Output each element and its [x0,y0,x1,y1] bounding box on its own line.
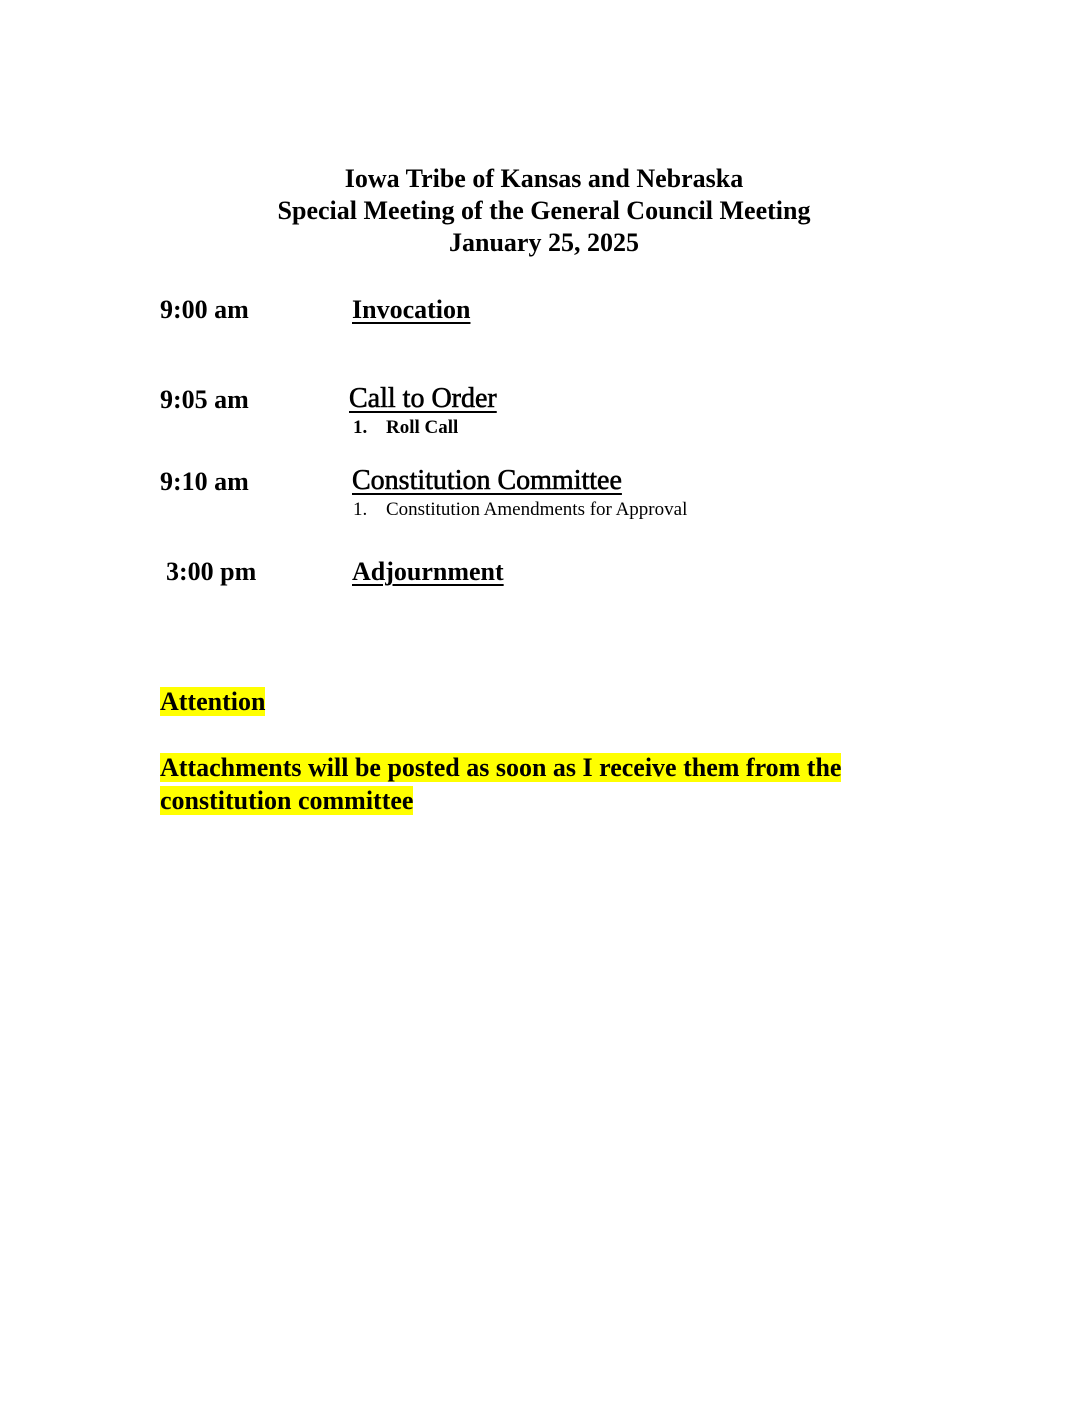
agenda-time-adjournment: 3:00 pm [166,557,257,586]
agenda-title-constitution-committee: Constitution Committee [352,465,622,496]
attention-heading-text: Attention [160,687,266,716]
organization-name: Iowa Tribe of Kansas and Nebraska [344,164,744,193]
sub-item-number: 1. [353,417,368,438]
meeting-date: January 25, 2025 [449,228,639,257]
sub-item-text: Roll Call [386,417,459,438]
agenda-title-adjournment: Adjournment [352,557,504,586]
agenda-sub-item-amendments [353,499,687,521]
agenda-time-constitution-committee: 9:10 am [160,467,249,496]
agenda-title-call-to-order: Call to Order [349,383,497,414]
attention-heading [160,685,265,718]
agenda-time-invocation: 9:00 am [160,295,249,324]
attention-message-line1: Attachments will be posted as soon as I receive them from the [160,753,842,782]
agenda-sub-item-roll-call [353,417,458,439]
attention-message-line2: constitution committee [160,786,414,815]
document-header [0,163,1088,259]
attention-message [160,751,841,817]
sub-item-number: 1. [353,499,368,520]
meeting-title: Special Meeting of the General Council Meeting [277,196,811,225]
agenda-time-call-to-order: 9:05 am [160,385,249,414]
sub-item-text: Constitution Amendments for Approval [386,499,688,520]
agenda-title-invocation: Invocation [352,295,471,324]
